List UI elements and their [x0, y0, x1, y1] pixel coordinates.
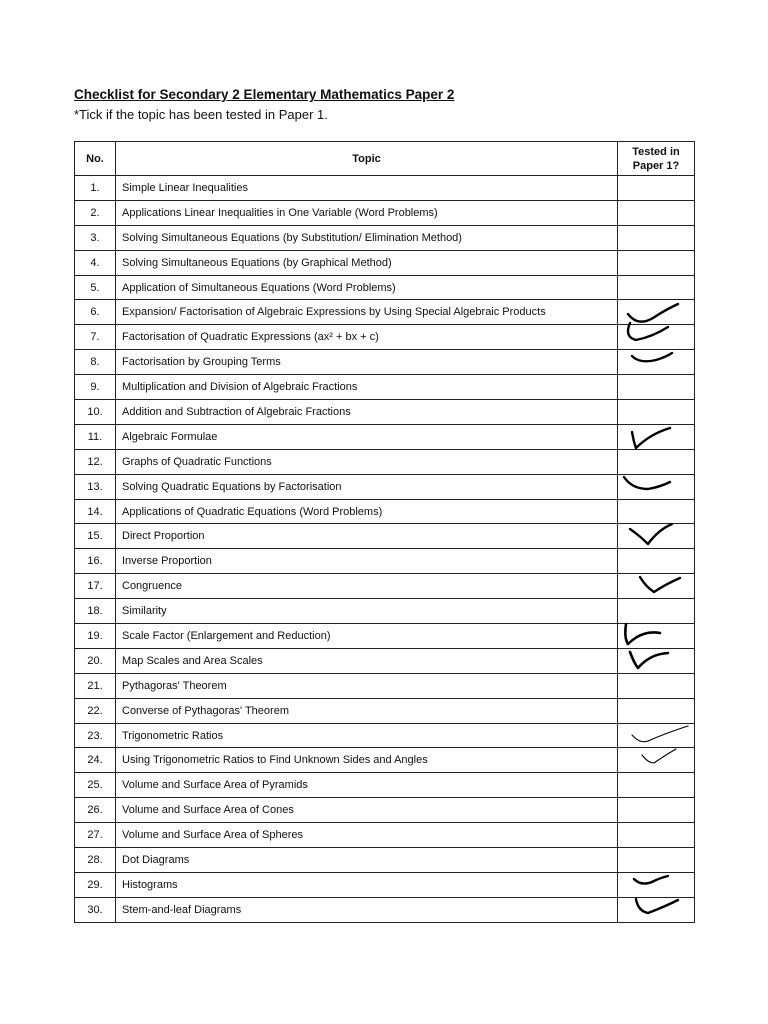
handwritten-check-icon — [618, 744, 695, 776]
table-row — [75, 648, 695, 673]
table-row — [75, 400, 695, 425]
handwritten-check-icon — [618, 894, 695, 926]
table-row — [75, 275, 695, 300]
table-body — [75, 176, 695, 923]
instruction-note: *Tick if the topic has been tested in Paper 1. — [74, 107, 328, 122]
table-row — [75, 225, 695, 250]
row-number: 3. — [75, 225, 116, 250]
table-row — [75, 673, 695, 698]
row-number: 12. — [75, 449, 116, 474]
tested-cell[interactable] — [618, 773, 695, 798]
tested-cell[interactable] — [618, 524, 695, 549]
row-number: 2. — [75, 200, 116, 225]
row-topic: Factorisation of Quadratic Expressions (ax² + bx + c) — [116, 325, 618, 350]
row-topic: Expansion/ Factorisation of Algebraic Expressions by Using Special Algebraic Products — [116, 300, 618, 325]
tested-cell[interactable] — [618, 474, 695, 499]
table-row — [75, 524, 695, 549]
row-topic: Histograms — [116, 872, 618, 897]
tested-cell[interactable] — [618, 350, 695, 375]
page-title: Checklist for Secondary 2 Elementary Mathematics Paper 2 — [74, 87, 455, 102]
row-topic: Direct Proportion — [116, 524, 618, 549]
table-row — [75, 748, 695, 773]
row-number: 17. — [75, 574, 116, 599]
row-topic: Simple Linear Inequalities — [116, 176, 618, 201]
row-number: 21. — [75, 673, 116, 698]
row-number: 22. — [75, 698, 116, 723]
handwritten-check-icon — [618, 471, 695, 503]
row-topic: Solving Simultaneous Equations (by Substitution/ Elimination Method) — [116, 225, 618, 250]
tested-cell[interactable] — [618, 748, 695, 773]
row-number: 27. — [75, 823, 116, 848]
row-topic: Volume and Surface Area of Pyramids — [116, 773, 618, 798]
row-number: 5. — [75, 275, 116, 300]
row-topic: Application of Simultaneous Equations (Word Problems) — [116, 275, 618, 300]
table-row — [75, 848, 695, 873]
row-topic: Scale Factor (Enlargement and Reduction) — [116, 624, 618, 649]
row-number: 29. — [75, 872, 116, 897]
row-number: 6. — [75, 300, 116, 325]
row-topic: Similarity — [116, 599, 618, 624]
table-row — [75, 599, 695, 624]
row-number: 11. — [75, 424, 116, 449]
row-topic: Algebraic Formulae — [116, 424, 618, 449]
table-row — [75, 549, 695, 574]
header-tested — [618, 142, 695, 176]
table-row — [75, 350, 695, 375]
table-row — [75, 574, 695, 599]
row-topic: Multiplication and Division of Algebraic Fractions — [116, 375, 618, 400]
table-row — [75, 449, 695, 474]
row-number: 23. — [75, 723, 116, 748]
tested-cell[interactable] — [618, 648, 695, 673]
table-row — [75, 897, 695, 922]
row-number: 25. — [75, 773, 116, 798]
tested-cell[interactable] — [618, 225, 695, 250]
row-topic: Graphs of Quadratic Functions — [116, 449, 618, 474]
row-number: 15. — [75, 524, 116, 549]
row-topic: Solving Quadratic Equations by Factorisation — [116, 474, 618, 499]
table-row — [75, 474, 695, 499]
table-row — [75, 499, 695, 524]
row-topic: Applications of Quadratic Equations (Word Problems) — [116, 499, 618, 524]
table-row — [75, 723, 695, 748]
table-header-row — [75, 142, 695, 176]
row-topic: Converse of Pythagoras' Theorem — [116, 698, 618, 723]
table-row — [75, 250, 695, 275]
row-number: 13. — [75, 474, 116, 499]
row-number: 20. — [75, 648, 116, 673]
row-topic: Factorisation by Grouping Terms — [116, 350, 618, 375]
row-topic: Volume and Surface Area of Spheres — [116, 823, 618, 848]
row-topic: Solving Simultaneous Equations (by Graphical Method) — [116, 250, 618, 275]
row-topic: Stem-and-leaf Diagrams — [116, 897, 618, 922]
row-topic: Inverse Proportion — [116, 549, 618, 574]
row-number: 24. — [75, 748, 116, 773]
handwritten-check-icon — [618, 421, 695, 453]
table-row — [75, 698, 695, 723]
table-row — [75, 300, 695, 325]
row-number: 19. — [75, 624, 116, 649]
row-topic: Using Trigonometric Ratios to Find Unknown Sides and Angles — [116, 748, 618, 773]
handwritten-check-icon — [618, 520, 695, 552]
topic-checklist-table — [74, 141, 695, 923]
tested-cell[interactable] — [618, 424, 695, 449]
row-number: 30. — [75, 897, 116, 922]
row-topic: Map Scales and Area Scales — [116, 648, 618, 673]
row-number: 8. — [75, 350, 116, 375]
row-topic: Pythagoras' Theorem — [116, 673, 618, 698]
header-tested-line1: Tested in — [632, 145, 680, 158]
row-topic: Addition and Subtraction of Algebraic Fractions — [116, 400, 618, 425]
row-number: 16. — [75, 549, 116, 574]
handwritten-check-icon — [618, 346, 695, 378]
table-row — [75, 375, 695, 400]
row-topic: Dot Diagrams — [116, 848, 618, 873]
header-tested-line2: Paper 1? — [632, 159, 680, 172]
row-number: 26. — [75, 798, 116, 823]
row-number: 10. — [75, 400, 116, 425]
row-number: 7. — [75, 325, 116, 350]
row-number: 9. — [75, 375, 116, 400]
tested-cell[interactable] — [618, 176, 695, 201]
table-row — [75, 773, 695, 798]
tested-cell[interactable] — [618, 250, 695, 275]
handwritten-check-icon — [618, 645, 695, 677]
table-row — [75, 872, 695, 897]
row-topic: Volume and Surface Area of Cones — [116, 798, 618, 823]
table-row — [75, 823, 695, 848]
table-row — [75, 624, 695, 649]
row-topic: Applications Linear Inequalities in One Variable (Word Problems) — [116, 200, 618, 225]
row-number: 28. — [75, 848, 116, 873]
row-topic: Trigonometric Ratios — [116, 723, 618, 748]
header-no: No. — [75, 142, 116, 176]
row-number: 1. — [75, 176, 116, 201]
table-row — [75, 200, 695, 225]
row-number: 4. — [75, 250, 116, 275]
row-number: 14. — [75, 499, 116, 524]
handwritten-check-icon — [618, 570, 695, 602]
table-row — [75, 798, 695, 823]
header-topic: Topic — [116, 142, 618, 176]
tested-cell[interactable] — [618, 823, 695, 848]
table-row — [75, 424, 695, 449]
tested-cell[interactable] — [618, 673, 695, 698]
row-number: 18. — [75, 599, 116, 624]
tested-cell[interactable] — [618, 897, 695, 922]
table-row — [75, 325, 695, 350]
tested-cell[interactable] — [618, 200, 695, 225]
tested-cell[interactable] — [618, 798, 695, 823]
tested-cell[interactable] — [618, 375, 695, 400]
tested-cell[interactable] — [618, 574, 695, 599]
row-topic: Congruence — [116, 574, 618, 599]
table-row — [75, 176, 695, 201]
